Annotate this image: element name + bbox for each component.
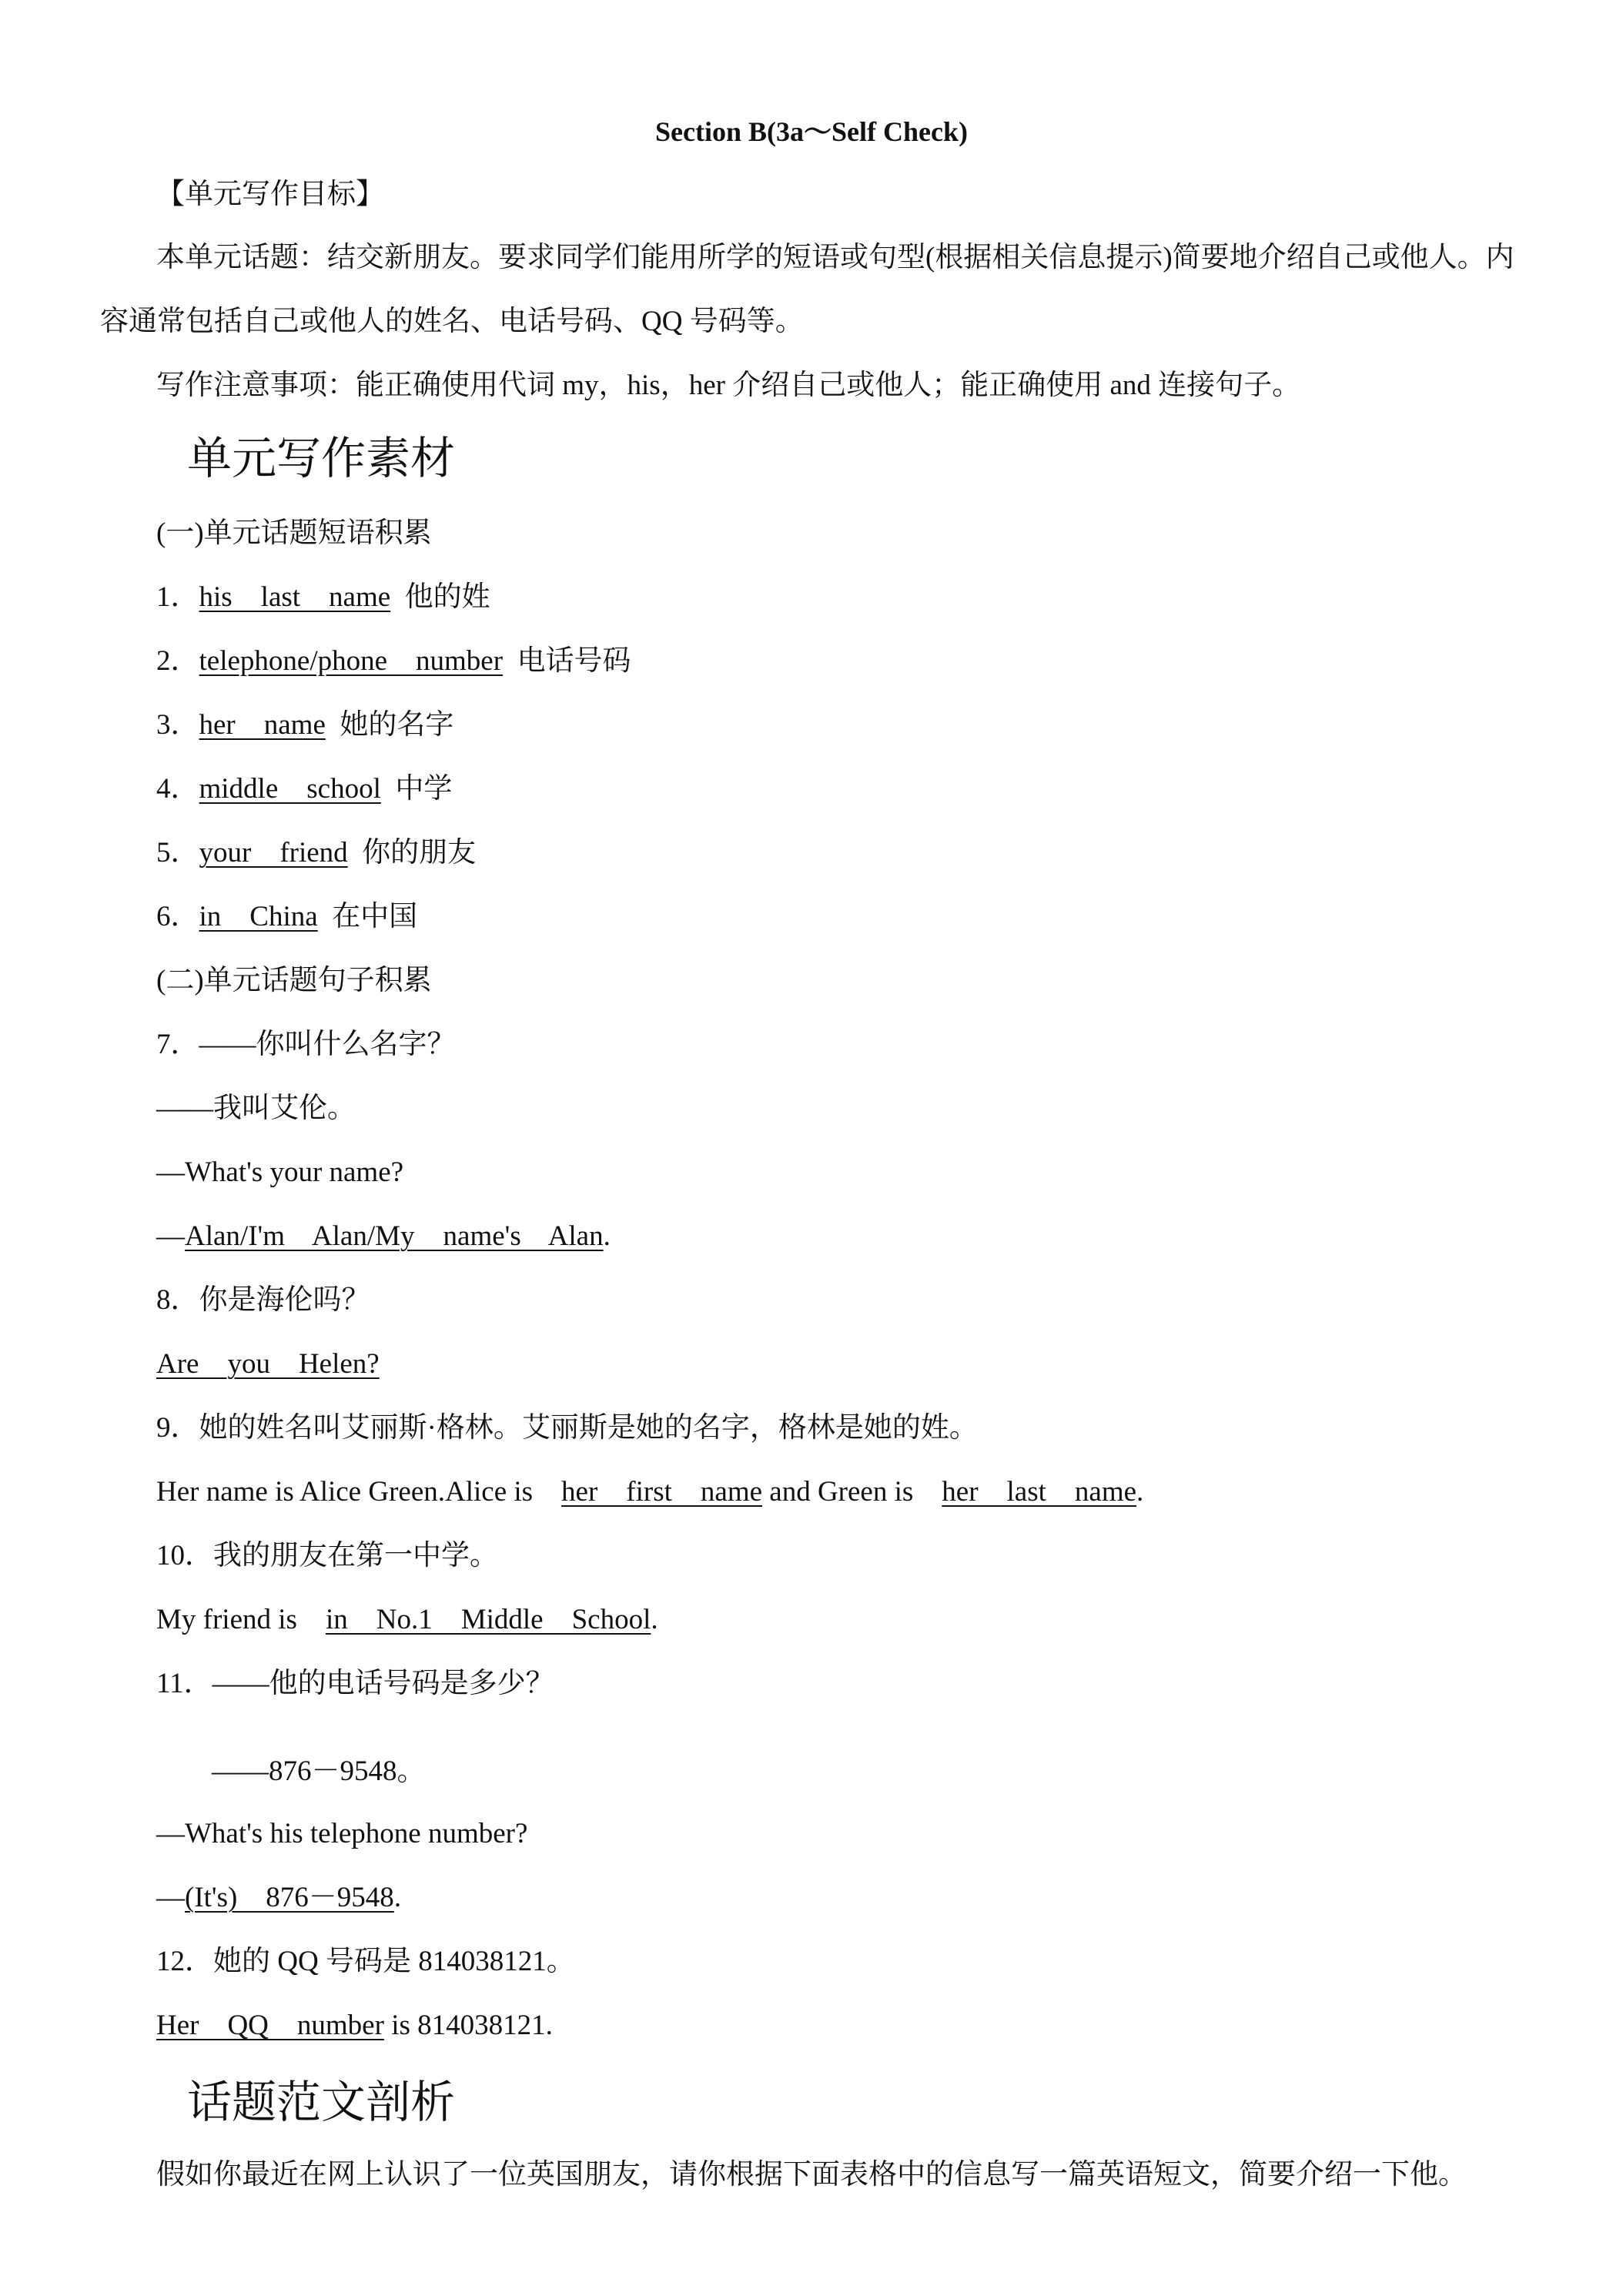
phrases-heading: (一)单元话题短语积累 bbox=[156, 517, 432, 549]
phrase-number: 1． bbox=[156, 581, 199, 613]
s10-cn: 10．我的朋友在第一中学。 bbox=[156, 1540, 498, 1571]
phrase-answer: his last name bbox=[199, 581, 391, 613]
phrase-meaning: 电话号码 bbox=[503, 645, 631, 677]
phrase-answer: your friend bbox=[199, 837, 348, 869]
s11-prefix: — bbox=[156, 1882, 185, 1913]
s9-end: . bbox=[1136, 1476, 1144, 1508]
sentences-heading: (二)单元话题句子积累 bbox=[156, 965, 432, 996]
phrase-answer: telephone/phone number bbox=[199, 645, 504, 677]
page-title: Section B(3a～Self Check) bbox=[655, 116, 968, 147]
s9-cn: 9．她的姓名叫艾丽斯·格林。艾丽斯是她的名字，格林是她的姓。 bbox=[156, 1412, 978, 1444]
s8-answer-line bbox=[156, 1345, 380, 1384]
phrase-meaning: 中学 bbox=[380, 773, 453, 805]
phrase-item bbox=[156, 834, 476, 872]
phrase-meaning: 他的姓 bbox=[390, 581, 490, 613]
s11-answer: (It's) 876－9548 bbox=[185, 1882, 394, 1913]
phrase-number: 4． bbox=[156, 773, 199, 805]
s7-suffix: . bbox=[603, 1220, 611, 1252]
s9-mid: and Green is bbox=[762, 1476, 942, 1508]
topic-line-1: 本单元话题：结交新朋友。要求同学们能用所学的短语或句型(根据相关信息提示)简要地介绍自己或他人。内 bbox=[156, 242, 1514, 273]
phrase-number: 2． bbox=[156, 645, 199, 677]
s9-answer-1: her first name bbox=[561, 1476, 763, 1508]
s12-cn: 12．她的 QQ 号码是 814038121。 bbox=[156, 1946, 575, 1977]
analysis-prompt: 假如你最近在网上认识了一位英国朋友，请你根据下面表格中的信息写一篇英语短文，简要介绍一下他。 bbox=[156, 2159, 1467, 2191]
writing-notes: 写作注意事项：能正确使用代词 my，his，her 介绍自己或他人；能正确使用 and 连接句子。 bbox=[156, 370, 1301, 401]
topic-line-2: 容通常包括自己或他人的姓名、电话号码、QQ 号码等。 bbox=[100, 306, 804, 337]
s8-answer: Are you Helen? bbox=[156, 1348, 380, 1380]
phrase-item bbox=[156, 898, 417, 936]
goal-heading: 【单元写作目标】 bbox=[156, 179, 384, 210]
s8-cn: 8．你是海伦吗？ bbox=[156, 1284, 370, 1316]
phrase-item bbox=[156, 642, 631, 681]
s10-en bbox=[156, 1601, 658, 1639]
phrase-answer: middle school bbox=[199, 773, 381, 805]
phrase-item bbox=[156, 706, 453, 745]
s12-rest: is 814038121. bbox=[383, 2010, 553, 2041]
s10-pre: My friend is bbox=[156, 1604, 326, 1635]
s11-question-cn: 11．——他的电话号码是多少？ bbox=[156, 1668, 554, 1699]
analysis-heading: 话题范文剖析 bbox=[187, 2076, 456, 2128]
phrase-meaning: 在中国 bbox=[317, 901, 418, 932]
s11-answer-en bbox=[156, 1879, 401, 1917]
phrase-answer: her name bbox=[199, 709, 326, 741]
materials-heading: 单元写作素材 bbox=[187, 432, 456, 484]
phrase-meaning: 你的朋友 bbox=[347, 837, 477, 869]
s7-answer-en bbox=[156, 1217, 611, 1256]
phrase-meaning: 她的名字 bbox=[325, 709, 454, 741]
phrase-item bbox=[156, 578, 490, 617]
phrase-number: 6． bbox=[156, 901, 199, 932]
s12-en bbox=[156, 2006, 553, 2045]
s7-prefix: — bbox=[156, 1220, 185, 1252]
s9-pre: Her name is Alice Green.Alice is bbox=[156, 1476, 562, 1508]
s11-question-en: —What's his telephone number? bbox=[156, 1818, 528, 1849]
s9-answer-2: her last name bbox=[942, 1476, 1137, 1508]
s10-answer: in No.1 Middle School bbox=[325, 1604, 651, 1635]
s11-suffix: . bbox=[393, 1882, 402, 1913]
phrase-item bbox=[156, 770, 452, 808]
phrase-number: 5． bbox=[156, 837, 199, 869]
s12-answer: Her QQ number bbox=[156, 2010, 384, 2041]
s7-question-en: —What's your name? bbox=[156, 1156, 404, 1188]
phrase-number: 3． bbox=[156, 709, 199, 741]
s11-answer-cn: ——876－9548。 bbox=[212, 1755, 426, 1787]
s10-end: . bbox=[651, 1604, 658, 1635]
s7-question-cn: 7．——你叫什么名字？ bbox=[156, 1029, 456, 1060]
s7-answer-cn: ——我叫艾伦。 bbox=[156, 1093, 356, 1124]
s7-answer: Alan/I'm Alan/My name's Alan bbox=[185, 1220, 604, 1252]
phrase-answer: in China bbox=[199, 901, 318, 932]
s9-en bbox=[156, 1473, 1143, 1511]
